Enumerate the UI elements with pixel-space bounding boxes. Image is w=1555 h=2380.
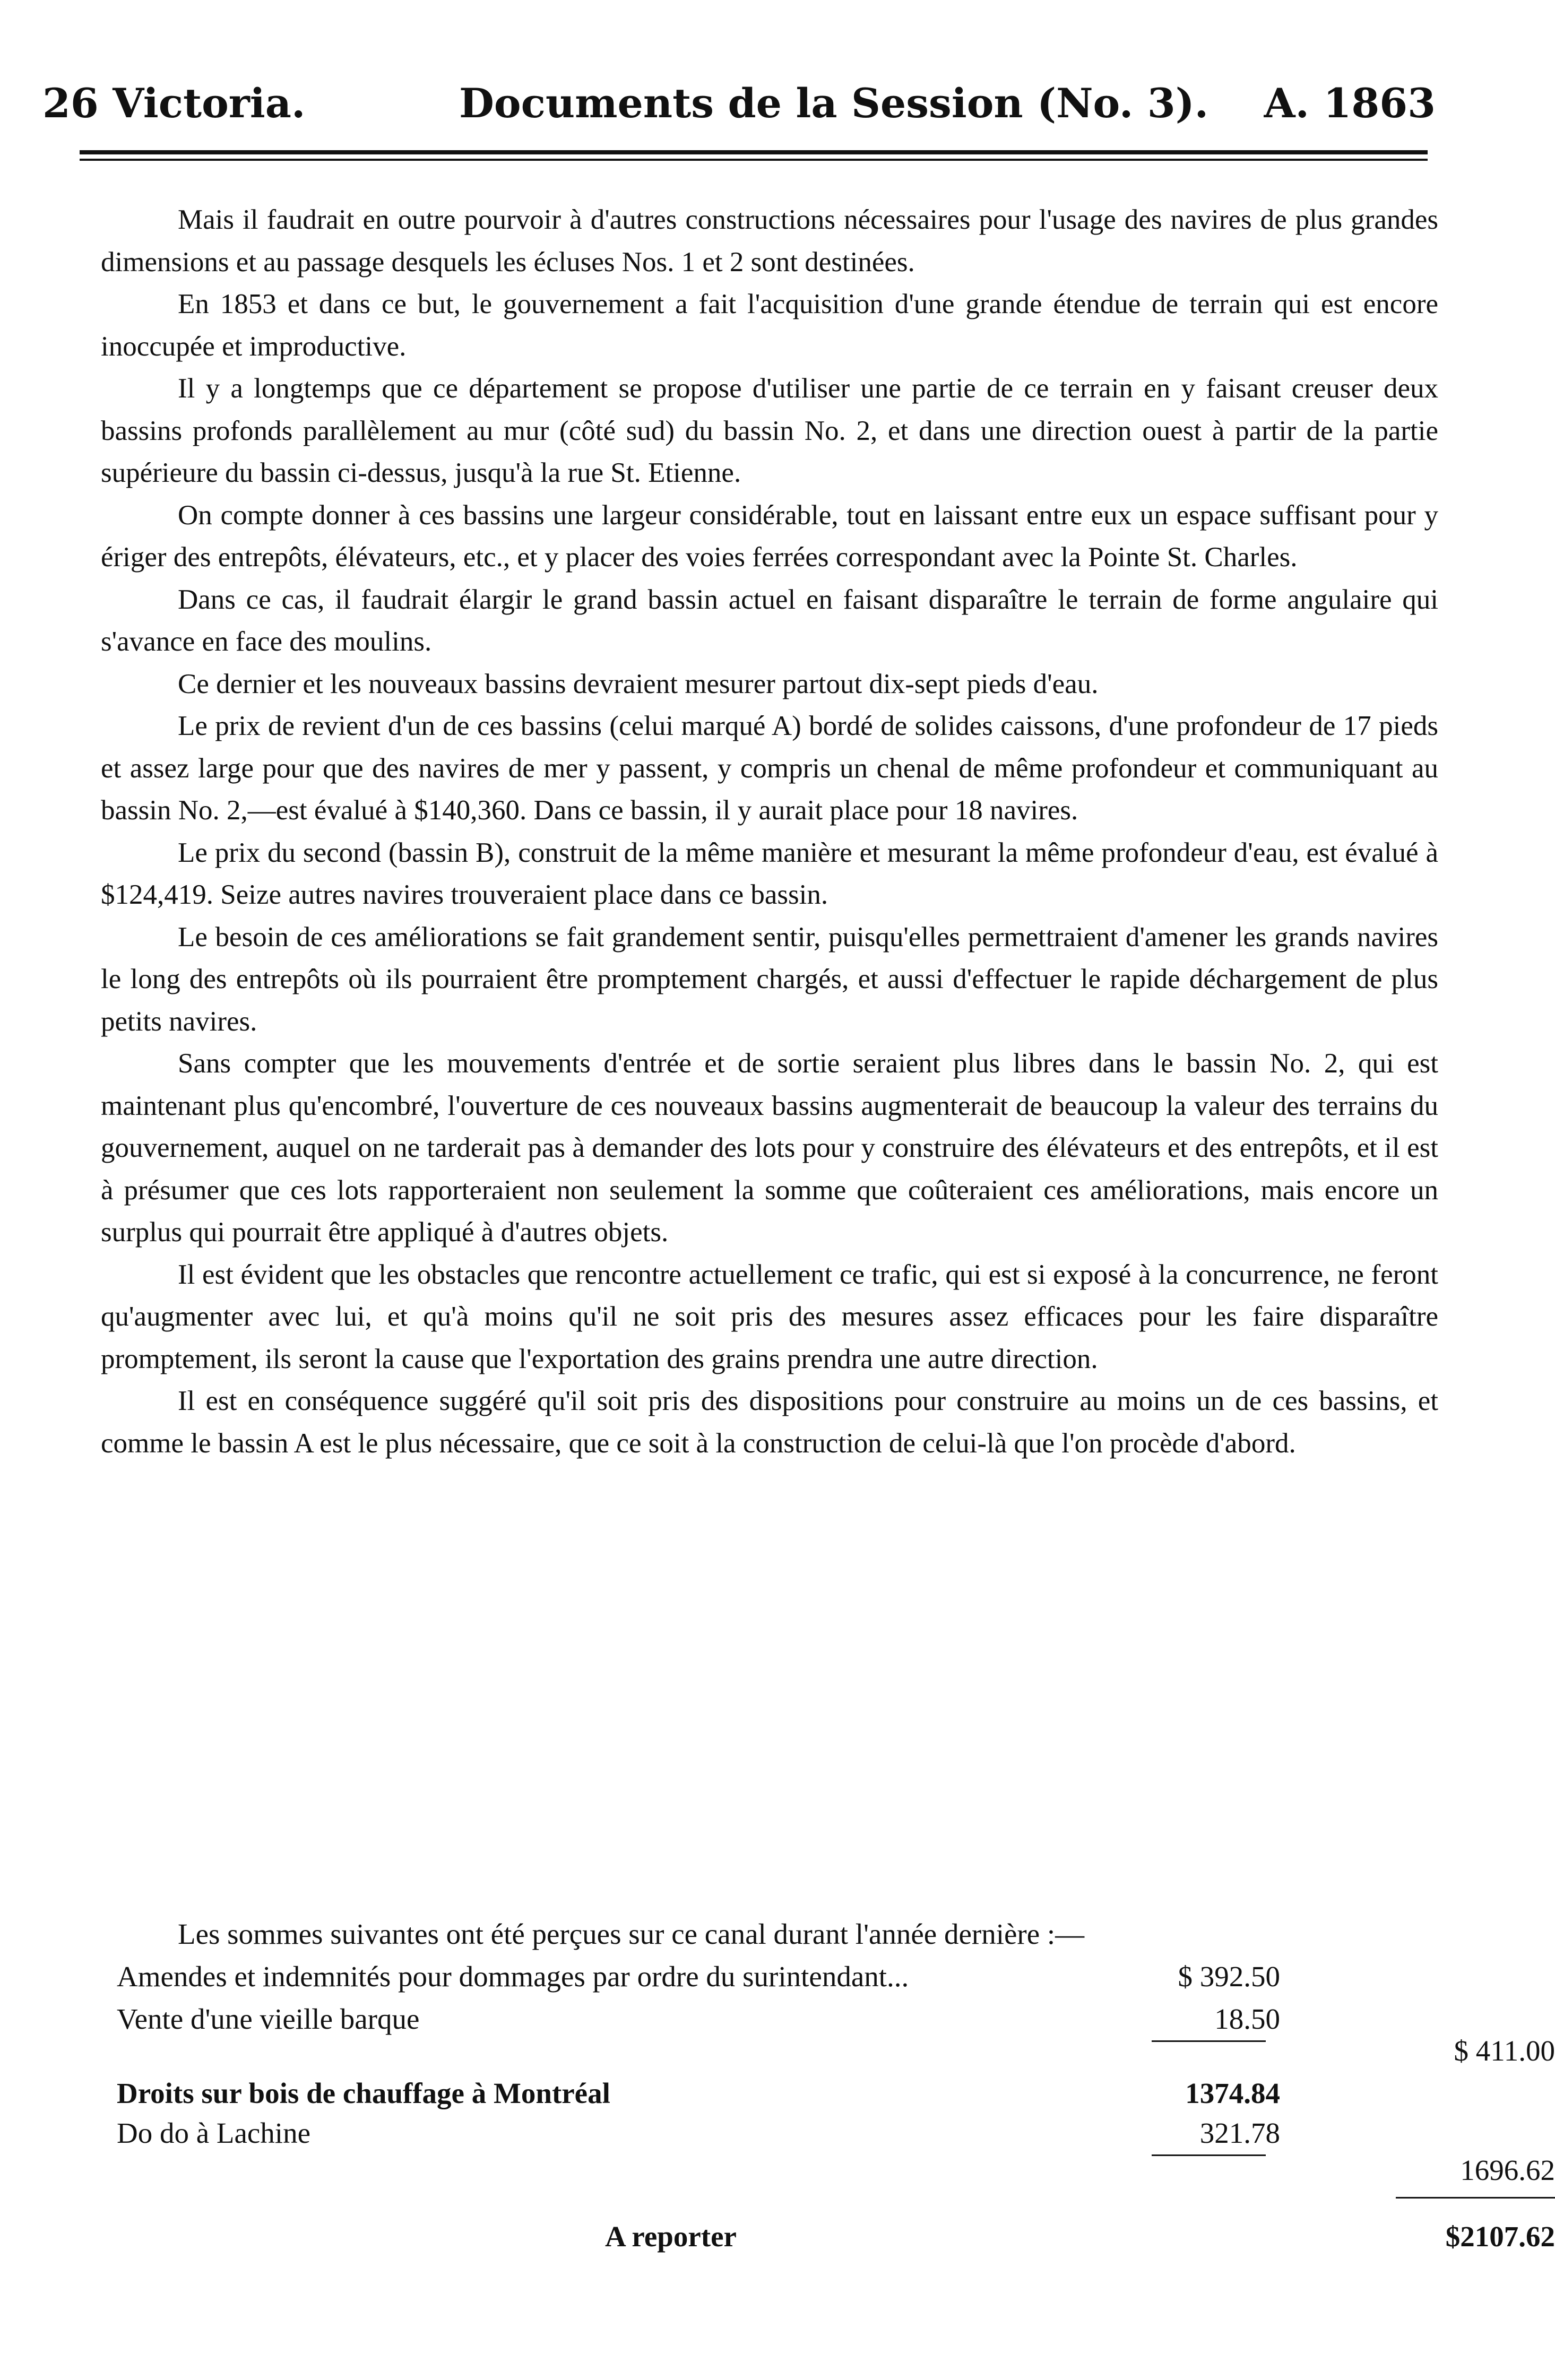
account-amount: $ 392.50: [1178, 1960, 1280, 1993]
paragraph: Ce dernier et les nouveaux bassins devraient mesurer partout dix-sept pieds d'eau.: [178, 668, 1099, 699]
account-row: [117, 1998, 1280, 2040]
paragraph: Le besoin de ces améliorations se fait grandement sentir, puisqu'elles permettraient d'amener les grands navires le long des entrepôts où ils pourraient être promptement chargés, et aussi d'effectuer le rapide déchargement de plus petits navires.: [101, 921, 1438, 1037]
paragraph: Il est en conséquence suggéré qu'il soit pris des dispositions pour construire au moins un de ces bassins, et comme le bassin A est le plus nécessaire, que ce soit à la construction de celui-là que l'on procède d'abord.: [101, 1386, 1438, 1459]
account-amount: 321.78: [1199, 2117, 1280, 2149]
document-body: [101, 199, 1438, 1465]
paragraph: Sans compter que les mouvements d'entrée et de sortie seraient plus libres dans le bassin No. 2, qui est maintenant plus qu'encombré, l'ouverture de ces nouveaux bassins augmenterait de beaucoup la valeur des terrains du gouvernement, auquel on ne tarderait pas à demander des lots pour y construire des élévateurs et des entrepôts, et il est à présumer que ces lots rapporteraient non seulement la somme que coûteraient ces améliorations, mais encore un surplus qui pourrait être appliqué à d'autres objets.: [101, 1048, 1438, 1248]
account-row: [117, 2072, 1280, 2115]
total-label: A reporter: [605, 2220, 737, 2253]
page-header: [42, 72, 1436, 135]
subtotal-rule: [1152, 2040, 1266, 2042]
paragraph: Mais il faudrait en outre pourvoir à d'autres constructions nécessaires pour l'usage des navires de plus grandes dimensions et au passage desquels les écluses Nos. 1 et 2 sont destinées.: [101, 204, 1438, 278]
account-amount: 18.50: [1214, 2003, 1280, 2035]
total-row: [605, 2215, 1555, 2258]
paragraph: En 1853 et dans ce but, le gouvernement a fait l'acquisition d'une grande étendue de terrain qui est encore inoccupée et improductive.: [101, 289, 1438, 362]
header-title: Documents de la Session (No. 3).: [459, 80, 1209, 127]
account-amount: 1374.84: [1185, 2077, 1280, 2109]
accounts-table: [101, 1913, 1555, 2284]
account-row: [117, 2112, 1280, 2154]
paragraph: Le prix du second (bassin B), construit de la même manière et mesurant la même profondeur d'eau, est évalué à $124,419. Seize autres navires trouveraient place dans ce bassin.: [101, 837, 1438, 910]
subtotal-rule: [1152, 2154, 1266, 2156]
paragraph: On compte donner à ces bassins une largeur considérable, tout en laissant entre eux un espace suffisant pour y ériger des entrepôts, élévateurs, etc., et y placer des voies ferrées correspondant avec la Pointe St. Charles.: [101, 499, 1438, 573]
account-row: [117, 1955, 1280, 1998]
account-label: Do do à Lachine: [117, 2117, 310, 2149]
header-rule-thin: [80, 159, 1428, 161]
account-label: Droits sur bois de chauffage à Montréal: [117, 2077, 610, 2109]
subtotal-amount: 1696.62: [1460, 2154, 1555, 2186]
header-year: A. 1863: [1264, 80, 1436, 127]
account-label: Vente d'une vieille barque: [117, 2003, 420, 2035]
total-rule: [1396, 2197, 1555, 2199]
paragraph: Il y a longtemps que ce département se propose d'utiliser une partie de ce terrain en y faisant creuser deux bassins profonds parallèlement au mur (côté sud) du bassin No. 2, et dans une direction ouest à partir de la partie supérieure du bassin ci-dessus, jusqu'à la rue St. Etienne.: [101, 373, 1438, 488]
paragraph: Dans ce cas, il faudrait élargir le grand bassin actuel en faisant disparaître le terrain de forme angulaire qui s'avance en face des moulins.: [101, 584, 1438, 657]
accounts-intro: Les sommes suivantes ont été perçues sur ce canal durant l'année dernière :—: [178, 1918, 1085, 1950]
subtotal-amount: $ 411.00: [1454, 2035, 1555, 2067]
total-amount: $2107.62: [1445, 2220, 1555, 2253]
paragraph: Le prix de revient d'un de ces bassins (celui marqué A) bordé de solides caissons, d'une profondeur de 17 pieds et assez large pour que des navires de mer y passent, y compris un chenal de même profondeur et communiquant au bassin No. 2,—est évalué à $140,360. Dans ce bassin, il y aurait place pour 18 navires.: [101, 711, 1438, 826]
header-session: 26 Victoria.: [42, 80, 306, 127]
header-rule-thick: [80, 150, 1428, 154]
account-label: Amendes et indemnités pour dommages par ordre du surintendant...: [117, 1960, 909, 1993]
paragraph: Il est évident que les obstacles que rencontre actuellement ce trafic, qui est si exposé à la concurrence, ne feront qu'augmenter avec lui, et qu'à moins qu'il ne soit pris des mesures assez efficaces pour les faire disparaître promptement, ils seront la cause que l'exportation des grains prendra une autre direction.: [101, 1259, 1438, 1374]
